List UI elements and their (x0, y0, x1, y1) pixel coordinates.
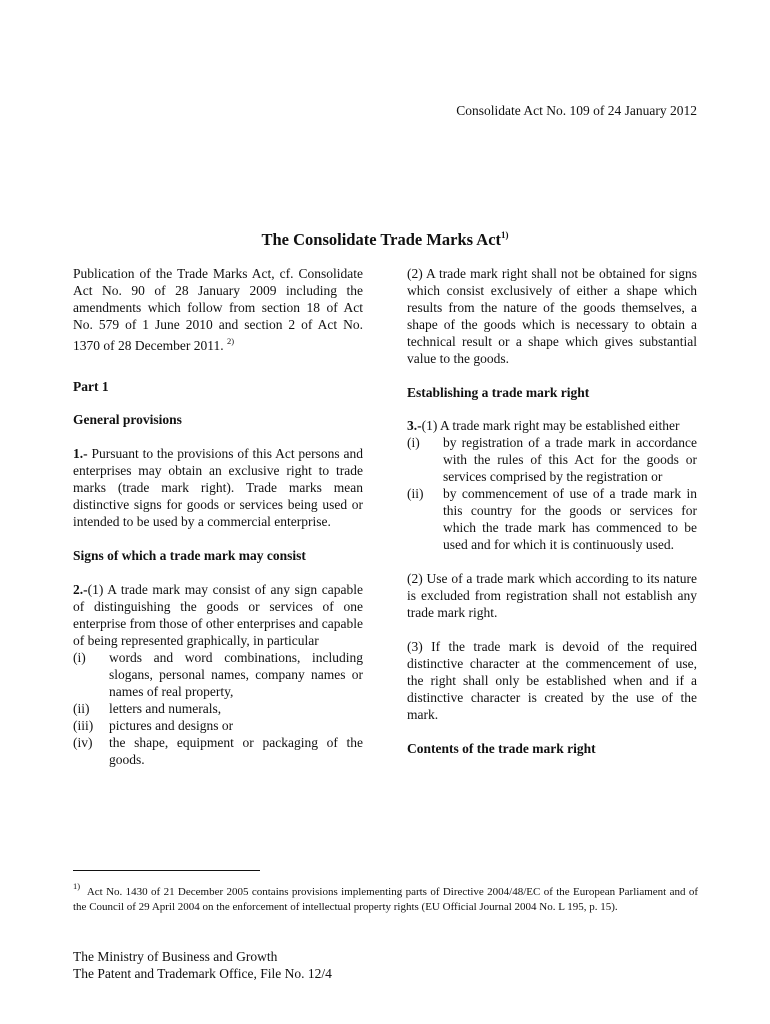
left-column (73, 265, 363, 768)
part-heading: Part 1 (73, 379, 109, 394)
item-text: letters and numerals, (109, 701, 222, 716)
intro-text: Publication of the Trade Marks Act, cf. Consolidate Act No. 90 of 28 January 2009 including the amendments which follow from section 18 of Act No. 579 of 1 June 2010 and section 2 of Act No. 1370 of 28 December 2011. (73, 266, 363, 353)
item-number: (i) (73, 650, 86, 665)
footnote (73, 879, 698, 914)
section-3-text: (1) A trade mark right may be established either (421, 418, 680, 433)
section-2-item (73, 649, 363, 700)
section-2-item (73, 700, 363, 717)
section-2 (73, 581, 363, 649)
section-2-subsection-2: (2) A trade mark right shall not be obtained for signs which consist exclusively of either a shape which results from the nature of the goods themselves, a shape of the goods which is necessary to obtain a technical result or a shape which gives substantial value to the goods. (407, 266, 697, 366)
section-1 (73, 445, 363, 530)
section-3-item (407, 434, 697, 485)
right-column (407, 265, 697, 757)
page-footer (73, 948, 332, 982)
item-number: (iii) (73, 718, 94, 733)
item-text: by registration of a trade mark in accordance with the rules of this Act for the goods or services comprised by the registration or (443, 435, 697, 484)
title-footnote-marker: 1) (501, 230, 509, 240)
item-text: pictures and designs or (109, 718, 234, 733)
item-number: (ii) (407, 486, 424, 501)
section-3-subsection-2: (2) Use of a trade mark which according to its nature is excluded from registration shall not establish any trade mark right. (407, 571, 697, 620)
item-text: words and word combinations, including slogans, personal names, company names or names of real property, (109, 650, 363, 699)
title-text: The Consolidate Trade Marks Act (261, 230, 502, 249)
item-number: (ii) (73, 701, 90, 716)
contents-heading: Contents of the trade mark right (407, 741, 596, 756)
section-3-subsection-3: (3) If the trade mark is devoid of the required distinctive character at the commencement of use, the right shall only be established when and if a distinctive character is created by the use of the mark. (407, 639, 697, 722)
part-title: General provisions (73, 412, 182, 427)
section-3 (407, 417, 697, 434)
item-number: (i) (407, 435, 420, 450)
footer-office: The Patent and Trademark Office, File No. 12/4 (73, 966, 332, 981)
footnote-text: Act No. 1430 of 21 December 2005 contains provisions implementing parts of Directive 2004/48/EC of the European Parliament and of the Council of 29 April 2004 on the enforcement of intellectual property rights (EU Official Journal 2004 No. L 195, p. 15). (73, 886, 698, 913)
intro-paragraph (73, 265, 363, 354)
footnote-divider (73, 870, 260, 871)
section-1-text: Pursuant to the provisions of this Act persons and enterprises may obtain an exclusive right to trade marks (trade mark right). Trade marks mean distinctive signs for goods or services being used or intended to be used by a commercial enterprise. (73, 446, 363, 529)
footnote-marker: 1) (73, 881, 81, 891)
signs-heading: Signs of which a trade mark may consist (73, 548, 306, 563)
footer-ministry: The Ministry of Business and Growth (73, 949, 278, 964)
establishing-heading: Establishing a trade mark right (407, 385, 590, 400)
act-reference: Consolidate Act No. 109 of 24 January 2012 (456, 103, 697, 118)
section-1-number: 1.- (73, 446, 88, 461)
section-2-text: (1) A trade mark may consist of any sign capable of distinguishing the goods or services of one enterprise from those of other enterprises and capable of being represented graphically, in particular (73, 582, 363, 648)
item-text: by commencement of use of a trade mark in this country for the goods or services for which the trade mark has commenced to be used and for which it is continuously used. (443, 486, 697, 552)
section-3-number: 3.- (407, 418, 422, 433)
section-2-number: 2.- (73, 582, 88, 597)
item-text: the shape, equipment or packaging of the goods. (109, 735, 363, 767)
intro-footnote-marker: 2) (226, 336, 235, 346)
section-2-item (73, 717, 363, 734)
section-2-item (73, 734, 363, 768)
document-title (0, 230, 770, 250)
section-3-item (407, 485, 697, 553)
item-number: (iv) (73, 735, 93, 750)
